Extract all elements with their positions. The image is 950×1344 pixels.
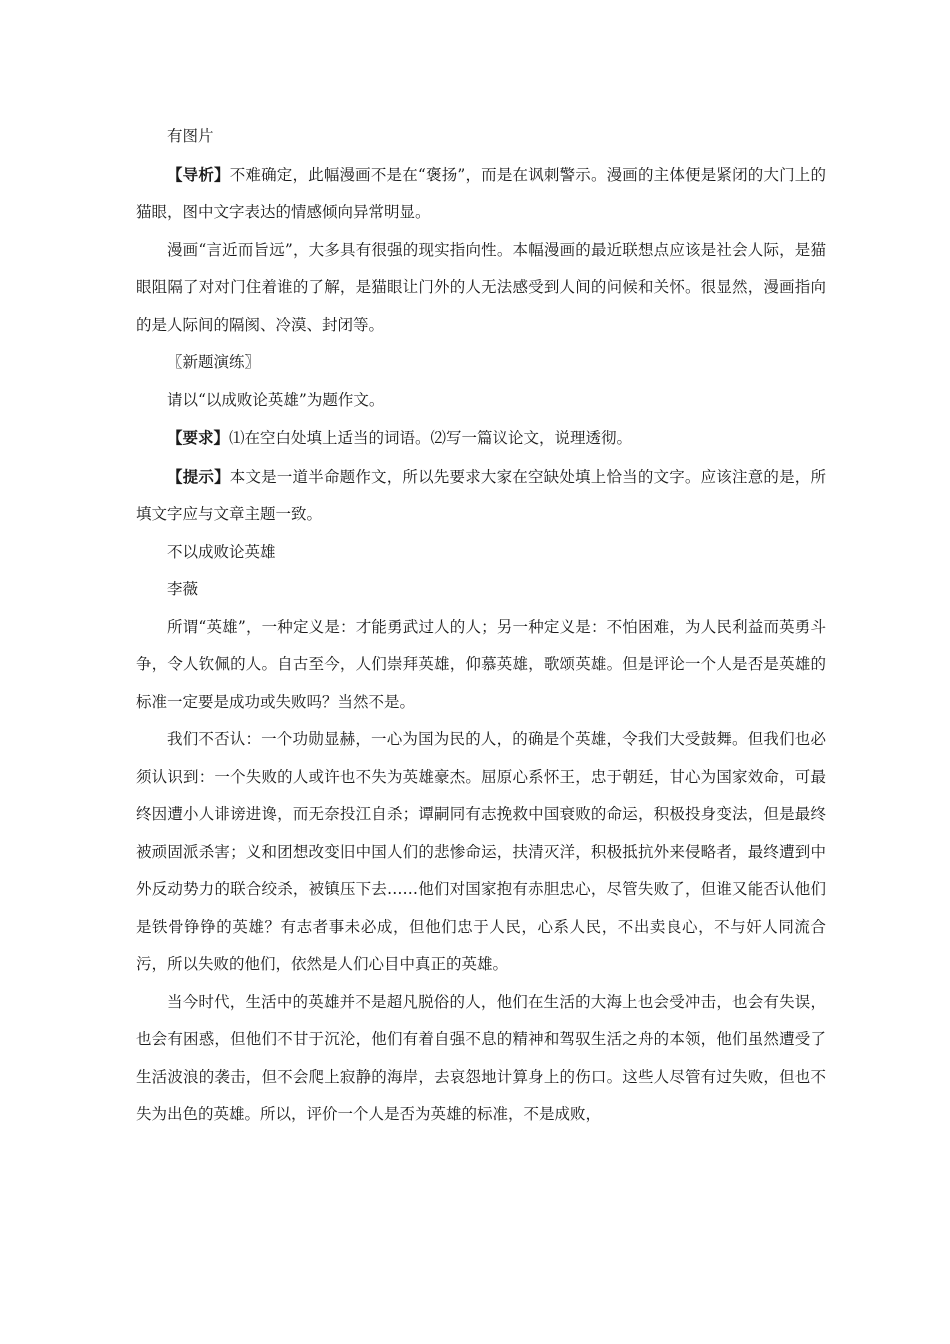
paragraph-requirements: 【要求】⑴在空白处填上适当的词语。⑵写一篇议论文，说理透彻。: [167, 428, 633, 447]
document-body: [136, 118, 826, 1134]
essay-paragraph-3: 当今时代，生活中的英雄并不是超凡脱俗的人，他们在生活的大海上也会受冲击，也会有失误，也会有困惑，但他们不甘于沉沦，他们有着自强不息的精神和驾驭生活之舟的本领，他们虽然遭受了生活波浪的袭击，但不会爬上寂静的海岸，去哀怨地计算身上的伤口。这些人尽管有过失败，但也不失为出色的英雄。所以，评价一个人是否为英雄的标准，不是成败，: [136, 992, 826, 1123]
paragraph-cartoon-meaning: 漫画“言近而旨远”，大多具有很强的现实指向性。本幅漫画的最近联想点应该是社会人际，是猫眼阻隔了对对门住着谁的了解，是猫眼让门外的人无法感受到人间的问候和关怀。很显然，漫画指向的是人际间的隔阂、冷漠、封闭等。: [136, 240, 826, 334]
requirements-label: 【要求】: [167, 428, 230, 447]
paragraph-hint: 【提示】本文是一道半命题作文，所以先要求大家在空缺处填上恰当的文字。应该注意的是，所填文字应与文章主题一致。: [136, 466, 826, 523]
essay-author: 李薇: [167, 580, 199, 598]
essay-paragraph-1: 所谓“英雄”，一种定义是：才能勇武过人的人；另一种定义是：不怕困难，为人民利益而英勇斗争，令人钦佩的人。自古至今，人们崇拜英雄，仰慕英雄，歌颂英雄。但是评论一个人是否是英雄的标准一定要是成功或失败吗？当然不是。: [136, 617, 826, 711]
analysis-label: 【导析】: [167, 164, 230, 184]
paragraph-image-note: 有图片: [167, 127, 214, 145]
hint-label: 【提示】: [167, 466, 230, 486]
paragraph-analysis: 【导析】不难确定，此幅漫画不是在“褒扬”，而是在讽刺警示。漫画的主体便是紧闭的大门上的猫眼，图中文字表达的情感倾向异常明显。: [136, 164, 826, 221]
essay-title: 不以成败论英雄: [167, 542, 276, 561]
section-heading-new-exercise: 〖新题演练〗: [167, 353, 261, 371]
paragraph-prompt: 请以“以成败论英雄”为题作文。: [167, 390, 385, 409]
essay-paragraph-2: 我们不否认：一个功勋显赫，一心为国为民的人，的确是个英雄，令我们大受鼓舞。但我们也必须认识到：一个失败的人或许也不失为英雄豪杰。屈原心系怀王，忠于朝廷，甘心为国家效命，可最终因遭小人诽谤进谗，而无奈投江自杀；谭嗣同有志挽救中国衰败的命运，积极投身变法，但是最终被顽固派杀害；义和团想改变旧中国人们的悲惨命运，扶清灭洋，积极抵抗外来侵略者，最终遭到中外反动势力的联合绞杀，被镇压下去……他们对国家抱有赤胆忠心，尽管失败了，但谁又能否认他们是铁骨铮铮的英雄？有志者事未必成，但他们忠于人民，心系人民，不出卖良心，不与奸人同流合污，所以失败的他们，依然是人们心目中真正的英雄。: [136, 730, 826, 973]
